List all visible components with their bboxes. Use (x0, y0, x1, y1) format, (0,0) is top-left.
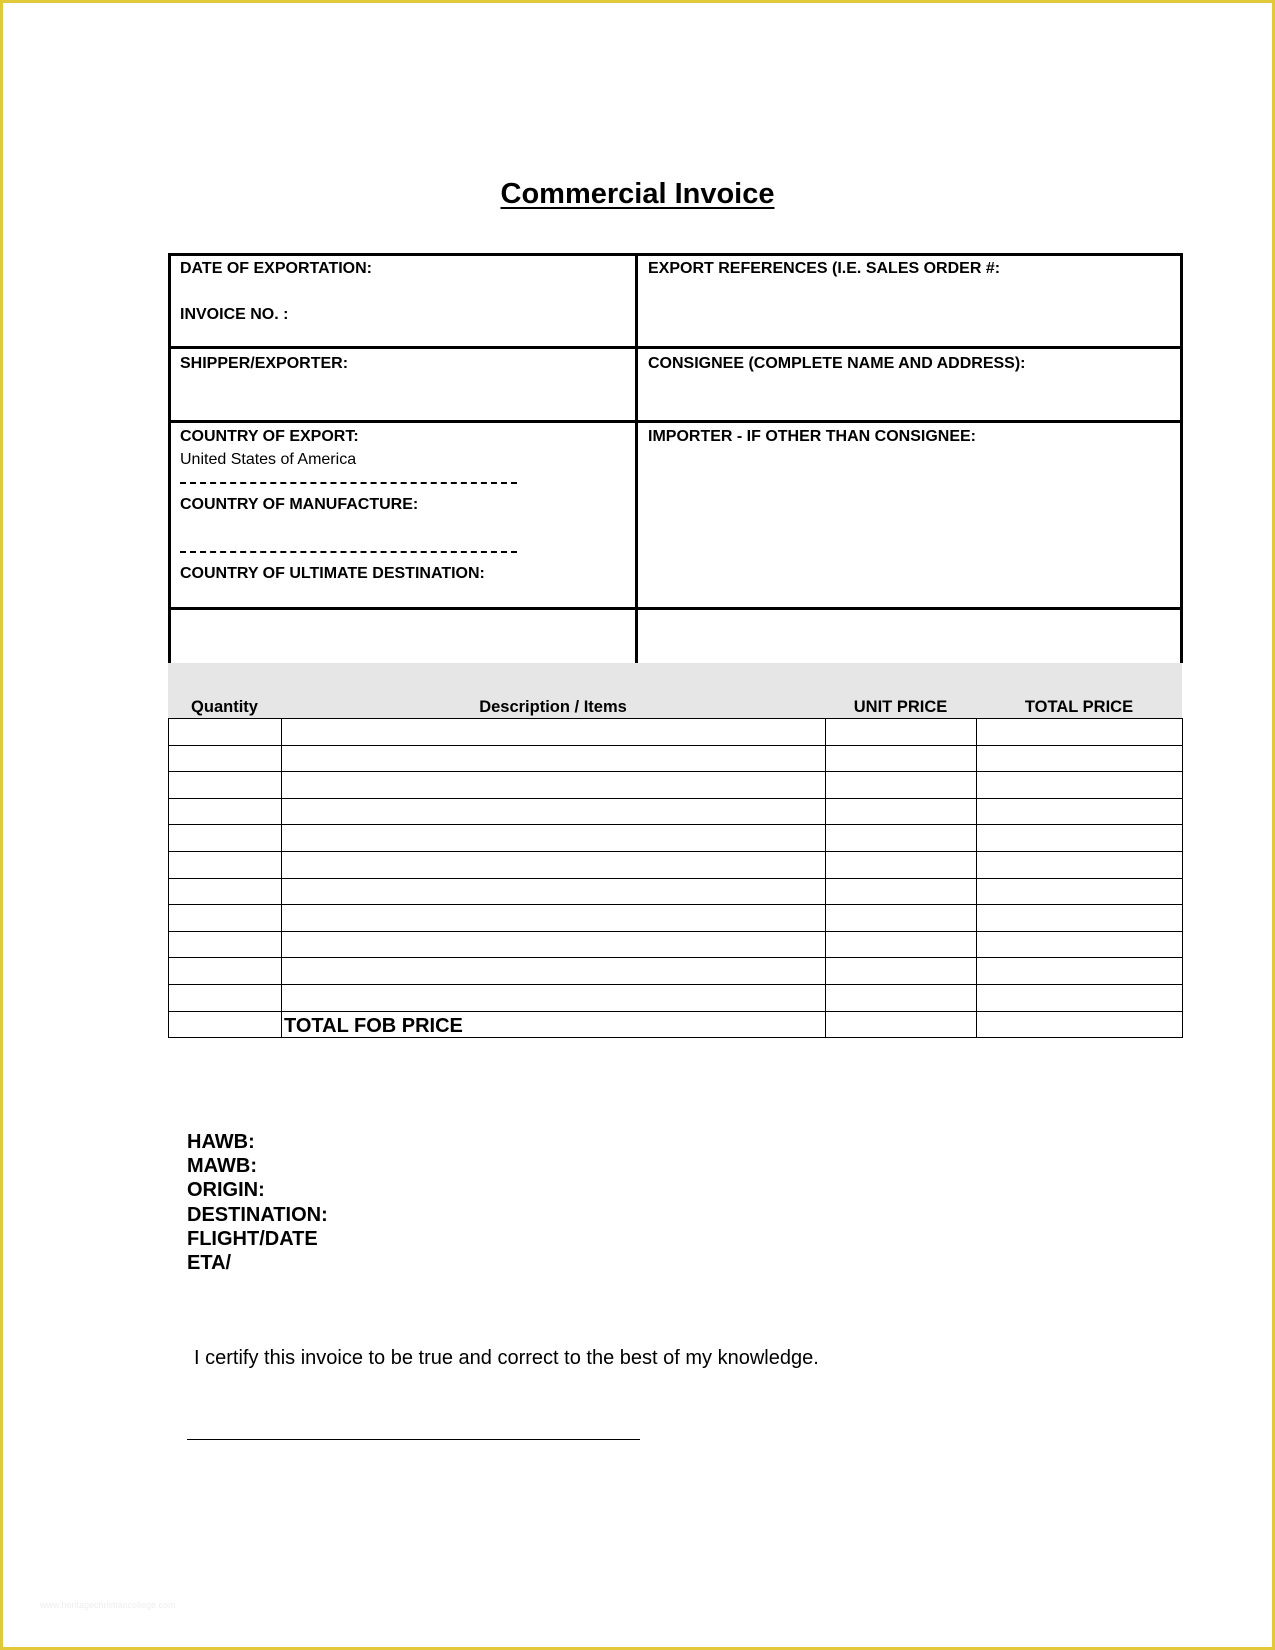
mawb-label: MAWB: (187, 1155, 257, 1178)
unit-price-cell[interactable] (826, 798, 977, 825)
quantity-cell[interactable] (169, 772, 282, 799)
description-cell[interactable] (282, 931, 826, 958)
total-price-cell[interactable] (977, 878, 1183, 905)
export-references-label: EXPORT REFERENCES (I.E. SALES ORDER #: (648, 260, 1001, 277)
blank-box-left (168, 607, 638, 663)
total-price-cell[interactable] (977, 772, 1183, 799)
description-cell[interactable] (282, 825, 826, 852)
destination-label: DESTINATION: (187, 1203, 328, 1226)
description-cell[interactable] (282, 772, 826, 799)
quantity-cell[interactable] (169, 719, 282, 746)
quantity-cell (169, 1011, 282, 1038)
table-row (169, 772, 1183, 799)
country-of-ultimate-destination-label: COUNTRY OF ULTIMATE DESTINATION: (180, 565, 485, 582)
table-row (169, 798, 1183, 825)
total-price-cell[interactable] (977, 931, 1183, 958)
country-of-export-value: United States of America (180, 451, 357, 468)
invoice-no-label: INVOICE NO. : (180, 306, 289, 323)
blank-box-right (635, 607, 1183, 663)
description-cell[interactable] (282, 798, 826, 825)
total-price-cell[interactable] (977, 851, 1183, 878)
description-cell[interactable] (282, 958, 826, 985)
unit-price-cell[interactable] (826, 878, 977, 905)
description-cell[interactable] (282, 984, 826, 1011)
unit-price-cell[interactable] (826, 745, 977, 772)
hawb-label: HAWB: (187, 1131, 255, 1153)
consignee-label: CONSIGNEE (COMPLETE NAME AND ADDRESS): (648, 355, 1026, 372)
shipping-info (187, 1130, 328, 1275)
divider-dashed (180, 551, 517, 553)
description-cell[interactable] (282, 719, 826, 746)
country-of-manufacture-label: COUNTRY OF MANUFACTURE: (180, 496, 419, 513)
quantity-cell[interactable] (169, 798, 282, 825)
date-of-exportation-label: DATE OF EXPORTATION: (180, 260, 372, 277)
unit-price-cell[interactable] (826, 905, 977, 932)
unit-price-cell[interactable] (826, 851, 977, 878)
total-price-cell[interactable] (977, 958, 1183, 985)
total-fob-price-value[interactable] (977, 1011, 1183, 1038)
quantity-cell[interactable] (169, 958, 282, 985)
unit-price-cell (826, 1011, 977, 1038)
table-row (169, 984, 1183, 1011)
importer-label: IMPORTER - IF OTHER THAN CONSIGNEE: (648, 428, 976, 445)
eta-label: ETA/ (187, 1252, 232, 1275)
total-price-cell[interactable] (977, 984, 1183, 1011)
signature-line[interactable] (187, 1439, 640, 1440)
quantity-cell[interactable] (169, 745, 282, 772)
description-cell[interactable] (282, 851, 826, 878)
table-row (169, 745, 1183, 772)
shipper-exporter-label: SHIPPER/EXPORTER: (180, 355, 349, 372)
table-row (169, 931, 1183, 958)
quantity-cell[interactable] (169, 905, 282, 932)
unit-price-cell[interactable] (826, 825, 977, 852)
column-header-description: Description / Items (479, 698, 627, 716)
watermark: www.heritagechristiancollege.com (40, 1600, 176, 1610)
total-price-cell[interactable] (977, 905, 1183, 932)
description-cell[interactable] (282, 878, 826, 905)
total-price-cell[interactable] (977, 719, 1183, 746)
items-table (168, 718, 1183, 1038)
quantity-cell[interactable] (169, 851, 282, 878)
total-price-cell[interactable] (977, 798, 1183, 825)
description-cell[interactable] (282, 745, 826, 772)
column-header-quantity: Quantity (191, 698, 258, 716)
divider-dashed (180, 482, 517, 484)
quantity-cell[interactable] (169, 984, 282, 1011)
quantity-cell[interactable] (169, 878, 282, 905)
flight-date-label: FLIGHT/DATE (187, 1227, 318, 1250)
table-row (169, 958, 1183, 985)
document-title: Commercial Invoice (500, 178, 775, 210)
total-row (169, 1011, 1183, 1038)
column-header-total-price: TOTAL PRICE (1024, 698, 1134, 716)
unit-price-cell[interactable] (826, 984, 977, 1011)
unit-price-cell[interactable] (826, 719, 977, 746)
unit-price-cell[interactable] (826, 772, 977, 799)
importer-box (635, 420, 1183, 610)
column-header-unit-price: UNIT PRICE (853, 698, 948, 716)
quantity-cell[interactable] (169, 825, 282, 852)
total-fob-price-label: TOTAL FOB PRICE (282, 1011, 826, 1038)
certification-statement: I certify this invoice to be true and correct to the best of my knowledge. (194, 1347, 819, 1369)
origin-label: ORIGIN: (187, 1179, 265, 1202)
table-row (169, 905, 1183, 932)
country-of-export-label: COUNTRY OF EXPORT: (180, 428, 359, 445)
total-price-cell[interactable] (977, 745, 1183, 772)
unit-price-cell[interactable] (826, 931, 977, 958)
total-price-cell[interactable] (977, 825, 1183, 852)
quantity-cell[interactable] (169, 931, 282, 958)
description-cell[interactable] (282, 905, 826, 932)
table-row (169, 878, 1183, 905)
unit-price-cell[interactable] (826, 958, 977, 985)
table-row (169, 719, 1183, 746)
table-row (169, 825, 1183, 852)
table-row (169, 851, 1183, 878)
